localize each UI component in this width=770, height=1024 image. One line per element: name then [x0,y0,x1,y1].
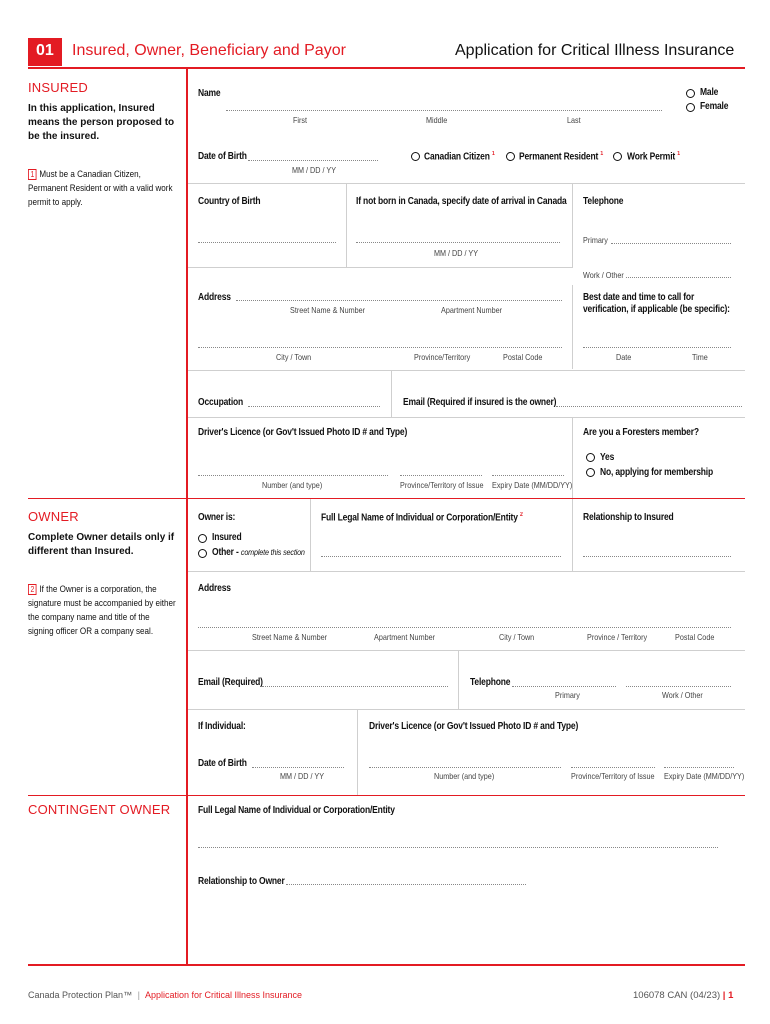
divider [188,417,745,418]
contingent-legal-name-field[interactable] [198,847,718,848]
canadian-citizen-radio[interactable] [411,152,420,161]
time-caption: Time [692,352,708,362]
female-radio[interactable] [686,103,695,112]
divider [572,499,573,571]
last-caption: Last [567,115,581,125]
owner-legal-name-field[interactable] [321,556,561,557]
email-field[interactable] [556,406,742,407]
document-title: Application for Critical Illness Insurance [455,42,735,59]
occupation-label: Occupation [198,397,244,408]
contingent-rule [28,795,745,796]
licence-province-field[interactable] [400,475,482,476]
middle-caption: Middle [426,115,448,125]
divider [572,418,573,498]
owner-legal-name-label: Full Legal Name of Individual or Corporation/Entity $^2$ [321,512,523,524]
note-text: Must be a Canadian Citizen, Permanent Resident or with a valid work permit to apply. [28,169,173,208]
divider [188,709,745,710]
expiry-caption: Expiry Date (MM/DD/YY) [492,480,573,490]
work-other-caption: Work / Other [583,270,624,280]
divider [310,499,311,571]
bottom-rule [28,964,745,966]
owner-city-caption: City / Town [499,632,535,642]
owner-work-other-caption: Work / Other [662,690,703,700]
work-phone-field[interactable] [626,277,731,278]
name-label: Name [198,88,221,99]
note-number: 1 [28,169,37,180]
country-of-birth-field[interactable] [198,242,336,243]
insured-note [28,168,177,210]
telephone-label: Telephone [583,196,624,207]
divider [572,285,573,369]
owner-number-type-caption: Number (and type) [434,771,495,781]
first-caption: First [293,115,308,125]
divider [572,184,573,268]
province-caption: Province/Territory [414,352,471,362]
permanent-resident-radio[interactable] [506,152,515,161]
address-label: Address [198,292,231,303]
contingent-relationship-field[interactable] [286,884,526,885]
apartment-caption: Apartment Number [441,305,503,315]
owner-relationship-label: Relationship to Insured [583,512,674,523]
owner-province-caption: Province / Territory [587,632,648,642]
permanent-resident-label: Permanent Resident $^1$ [519,151,604,163]
owner-street-caption: Street Name & Number [252,632,328,642]
owner-address-field[interactable] [198,627,731,628]
arrival-date-format: MM / DD / YY [434,248,479,258]
owner-insured-label: Insured [212,532,242,543]
member-no-label: No, applying for membership [600,467,714,478]
divider [188,370,745,371]
owner-heading: OWNER [28,509,79,524]
dob-format: MM / DD / YY [292,165,337,175]
if-individual-label: If Individual: [198,721,246,732]
member-yes-radio[interactable] [586,453,595,462]
section-number: 01 [36,42,54,59]
owner-postal-caption: Postal Code [675,632,715,642]
licence-label: Driver's Licence (or Gov't Issued Photo ID # and Type) [198,427,408,438]
owner-licence-label: Driver's Licence (or Gov't Issued Photo ID # and Type) [369,721,579,732]
owner-primary-phone-field[interactable] [512,686,616,687]
member-label: Are you a Foresters member? [583,427,699,438]
divider [391,371,392,417]
owner-province-issue-caption: Province/Territory of Issue [571,771,655,781]
owner-dob-label: Date of Birth [198,758,247,769]
divider [188,267,572,268]
contingent-relationship-label: Relationship to Owner [198,876,285,887]
street-caption: Street Name & Number [290,305,366,315]
divider [458,651,459,709]
address-field[interactable] [236,300,562,301]
owner-email-field[interactable] [262,686,448,687]
divider [357,710,358,795]
divider [188,650,745,651]
best-time-label: Best date and time to call for verification, if applicable (be specific): [583,292,730,315]
city-caption: City / Town [276,352,312,362]
email-label: Email (Required if insured is the owner) [403,397,557,408]
page-number: 1 [728,990,734,1001]
owner-telephone-label: Telephone [470,677,511,688]
owner-dob-format: MM / DD / YY [280,771,325,781]
contingent-legal-name-label: Full Legal Name of Individual or Corporation/Entity [198,805,395,816]
owner-primary-caption: Primary [555,690,580,700]
footer-left [28,990,302,1000]
contingent-heading: CONTINGENT OWNER [28,802,171,817]
owner-licence-number-field[interactable] [369,767,561,768]
expiry-field[interactable] [492,475,564,476]
footer-separator: | [137,990,140,1000]
owner-work-phone-field[interactable] [626,686,731,687]
footer-right: 106078 CAN (04/23) | 1 [633,990,734,1001]
insured-description: In this application, Insured means the person proposed to be the insured. [28,103,175,142]
name-field[interactable] [226,110,662,111]
male-label: Male [700,87,719,98]
occupation-field[interactable] [248,406,380,407]
owner-dob-field[interactable] [252,767,344,768]
owner-rule [28,498,745,499]
member-no-radio[interactable] [586,468,595,477]
owner-expiry-field[interactable] [664,767,734,768]
licence-number-field[interactable] [198,475,388,476]
work-permit-radio[interactable] [613,152,622,161]
dob-label: Date of Birth [198,151,247,162]
divider [188,571,745,572]
owner-description: Complete Owner details only if different than Insured. [28,532,175,557]
date-caption: Date [616,352,632,362]
best-time-field[interactable] [583,347,731,348]
canadian-citizen-label: Canadian Citizen $^1$ [424,151,495,163]
number-type-caption: Number (and type) [262,480,323,490]
arrival-date-label: If not born in Canada, specify date of arrival in Canada [356,196,567,207]
owner-expiry-caption: Expiry Date (MM/DD/YY) [664,771,745,781]
owner-email-label: Email (Required) [198,677,263,688]
owner-licence-province-field[interactable] [571,767,655,768]
owner-apartment-caption: Apartment Number [374,632,436,642]
owner-address-label: Address [198,583,231,594]
insured-heading: INSURED [28,80,88,95]
female-label: Female [700,101,729,112]
city-field[interactable] [198,347,562,348]
note-number: 2 [28,584,37,595]
footer-brand: Canada Protection Plan™ [28,990,133,1000]
owner-other-radio[interactable] [198,549,207,558]
postal-caption: Postal Code [503,352,543,362]
owner-note [28,583,177,639]
note-text: If the Owner is a corporation, the signature must be accompanied by either the company name and title of the signing officer OR a company seal. [28,584,176,637]
divider [188,183,745,184]
member-yes-label: Yes [600,452,615,463]
primary-phone-field[interactable] [611,243,731,244]
footer-doc: Application for Critical Illness Insurance [144,990,303,1000]
owner-relationship-field[interactable] [583,556,731,557]
country-of-birth-label: Country of Birth [198,196,261,207]
primary-caption: Primary [583,235,608,245]
province-issue-caption: Province/Territory of Issue [400,480,484,490]
owner-insured-radio[interactable] [198,534,207,543]
dob-field[interactable] [248,160,378,161]
work-permit-label: Work Permit $^1$ [627,151,680,163]
divider [346,184,347,268]
male-radio[interactable] [686,89,695,98]
owner-is-label: Owner is: [198,512,236,523]
header-rule [28,67,745,69]
footer-code: 106078 CAN (04/23) [633,990,721,1001]
vertical-divider [186,69,188,965]
arrival-date-field[interactable] [356,242,560,243]
section-title: Insured, Owner, Beneficiary and Payor [72,42,346,59]
owner-other-label: Other - complete this section [212,547,305,558]
